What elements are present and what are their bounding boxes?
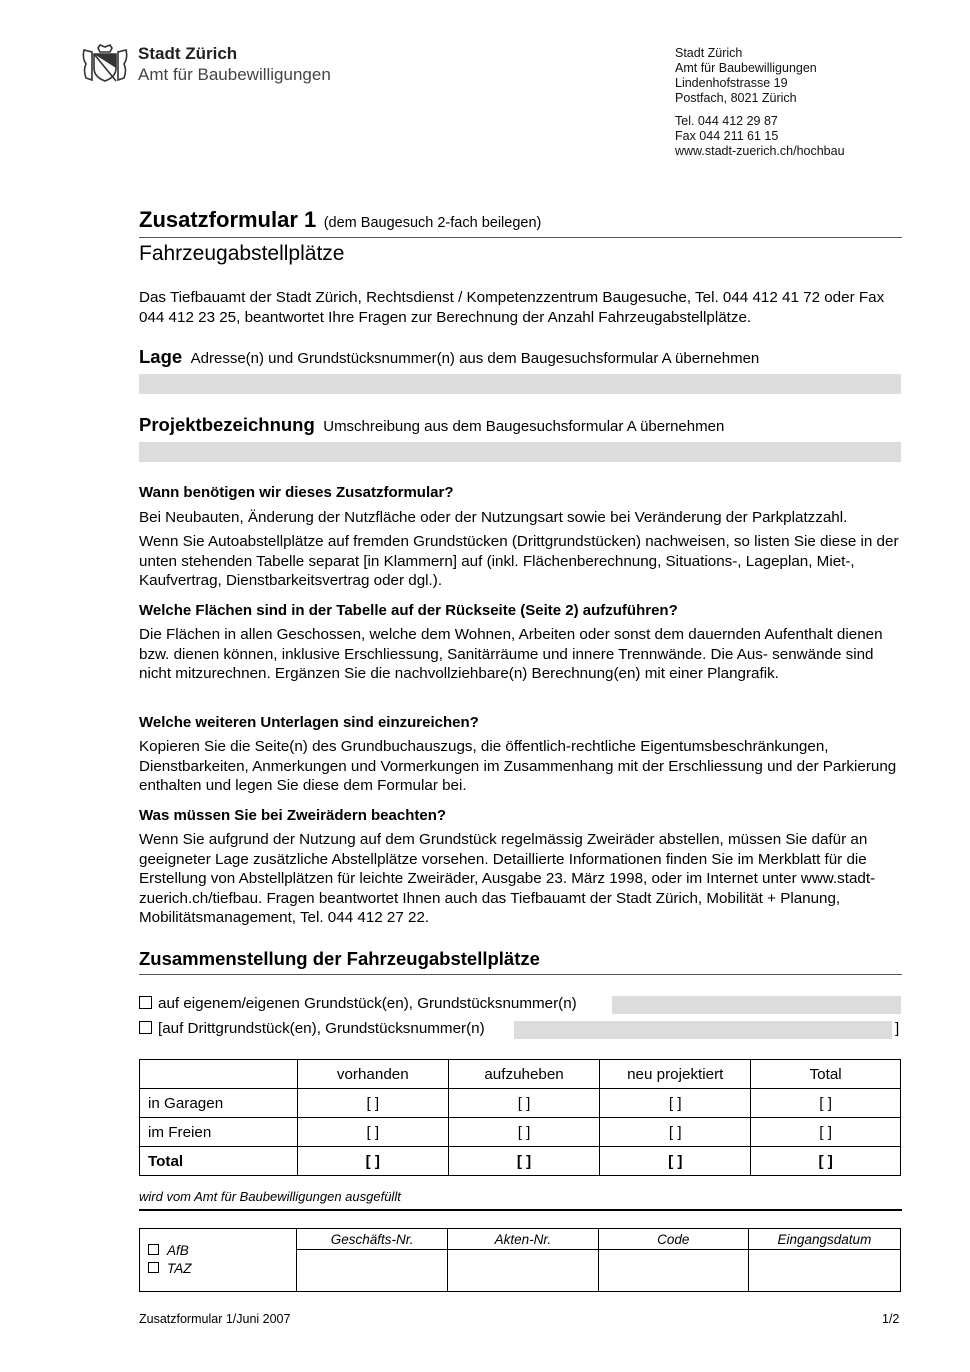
row-label: in Garagen <box>140 1089 298 1118</box>
org-subtitle: Amt für Baubewilligungen <box>138 65 331 84</box>
count-cell[interactable]: [ ] <box>751 1089 901 1118</box>
website-link[interactable]: www.stadt-zuerich.ch/hochbau <box>675 144 845 158</box>
column-header: neu projektiert <box>600 1060 751 1089</box>
projekt-label: Projektbezeichnung <box>139 414 315 435</box>
address-line: Stadt Zürich <box>675 46 743 60</box>
afb-option <box>148 1242 296 1260</box>
column-header: Code <box>598 1229 748 1250</box>
third-plot-label: [auf Drittgrundstück(en), Grundstücksnummer(n) <box>158 1020 485 1037</box>
total-cell[interactable]: [ ] <box>448 1147 599 1176</box>
third-plot-option <box>139 1020 485 1037</box>
row-label: Total <box>140 1147 298 1176</box>
own-plot-checkbox[interactable] <box>139 996 152 1009</box>
form-title-row <box>139 207 901 233</box>
code-field[interactable] <box>598 1250 748 1292</box>
office-header-row <box>140 1229 901 1250</box>
lage-input[interactable] <box>139 374 901 394</box>
column-header: aufzuheben <box>448 1060 599 1089</box>
zurich-coat-of-arms-icon <box>80 44 130 84</box>
parking-summary-table <box>139 1059 901 1176</box>
faq-answer: Die Flächen in allen Geschossen, welche dem Wohnen, Arbeiten oder sonst dem dauernden Aufenthalt dienen bzw. dienen können, inklusive Erschliessung, Sanitärräume und innere Trennwände. Die Aus- senwände sind nicht mitzurechnen. Ergänzen Sie die nachvollziehbare(n) Berechnung(en) mit einer Plangrafik. <box>139 626 883 683</box>
taz-checkbox[interactable] <box>148 1262 159 1273</box>
table-row <box>140 1118 901 1147</box>
third-plot-number-input[interactable] <box>514 1021 892 1039</box>
table-row <box>140 1089 901 1118</box>
count-cell[interactable]: [ ] <box>600 1118 751 1147</box>
faq-answer: Bei Neubauten, Änderung der Nutzfläche oder der Nutzungsart sowie bei Veränderung der Parkplatzzahl. <box>139 509 848 526</box>
address-block <box>675 46 845 159</box>
summary-title: Zusammenstellung der Fahrzeugabstellplätze <box>139 948 540 969</box>
geschaefts-nr-field[interactable] <box>296 1250 447 1292</box>
faq-answer: Wenn Sie aufgrund der Nutzung auf dem Grundstück regelmässig Zweiräder abstellen, müssen Sie dafür an geeigneter Lage zusätzliche Abstellplätze vorsehen. Detaillierte Informationen finden Sie im Merkblatt für die Erstellung von Abstellplätzen für leichte Zweiräder, Ausgabe 23. März 1998, oder im Internet unter www.stadt-zuerich.ch/tiefbau. Fragen beantwortet Ihnen auch das Tiefbauamt der Stadt Zürich, Mobilität + Planung, Mobilitätsmanagement, Tel. 044 412 27 22. <box>139 831 876 927</box>
table-header-row <box>140 1060 901 1089</box>
faq-answer: Wenn Sie Autoabstellplätze auf fremden Grundstücken (Drittgrundstücken) nachweisen, so listen Sie diese in der unten stehenden Tabelle separat [in Klammern] auf (inkl. Flächenberechnung, Situations-, Lageplan, Miet-, Kaufvertrag, Dienstbarkeitsvertrag oder dgl.). <box>139 533 899 590</box>
form-subtitle: Fahrzeugabstellplätze <box>139 242 345 265</box>
office-options <box>140 1229 297 1292</box>
column-header: vorhanden <box>297 1060 448 1089</box>
intro-text: Das Tiefbauamt der Stadt Zürich, Rechtsdienst / Kompetenzzentrum Baugesuche, Tel. 044 412 41 72 oder Fax 044 412 23 25, beantwortet Ihre Fragen zur Berechnung der Anzahl Fahrzeugabstellplätze. <box>139 289 885 326</box>
own-plot-label: auf eigenem/eigenen Grundstück(en), Grundstücksnummer(n) <box>158 995 577 1012</box>
count-cell[interactable]: [ ] <box>297 1118 448 1147</box>
projekt-input[interactable] <box>139 442 901 462</box>
count-cell[interactable]: [ ] <box>600 1089 751 1118</box>
projekt-hint: Umschreibung aus dem Baugesuchsformular A übernehmen <box>323 418 725 435</box>
eingangsdatum-field[interactable] <box>748 1250 900 1292</box>
faq-question: Wann benötigen wir dieses Zusatzformular? <box>139 484 454 501</box>
taz-label: TAZ <box>167 1261 192 1276</box>
total-cell[interactable]: [ ] <box>297 1147 448 1176</box>
phone: Tel. 044 412 29 87 <box>675 114 778 128</box>
faq-question: Welche weiteren Unterlagen sind einzureichen? <box>139 714 479 731</box>
count-cell[interactable]: [ ] <box>448 1089 599 1118</box>
count-cell[interactable]: [ ] <box>751 1118 901 1147</box>
title-divider <box>139 237 902 238</box>
total-cell[interactable]: [ ] <box>600 1147 751 1176</box>
afb-label: AfB <box>167 1243 189 1258</box>
afb-checkbox[interactable] <box>148 1244 159 1255</box>
address-line: Postfach, 8021 Zürich <box>675 91 797 105</box>
taz-option <box>148 1260 296 1278</box>
faq-answer: Kopieren Sie die Seite(n) des Grundbuchauszugs, die öffentlich-rechtliche Eigentumsbeschränkungen, Dienstbarkeiten, Anmerkungen und Vormerkungen im Zusammenhang mit der Erschliessung und der Parkierung enthalten und legen Sie diese dem Formular bei. <box>139 738 897 795</box>
column-header: Eingangsdatum <box>748 1229 900 1250</box>
column-header: Akten-Nr. <box>448 1229 598 1250</box>
form-title-note: (dem Baugesuch 2-fach beilegen) <box>323 215 542 231</box>
count-cell[interactable]: [ ] <box>448 1118 599 1147</box>
lage-label: Lage <box>139 346 183 367</box>
office-note: wird vom Amt für Baubewilligungen ausgefüllt <box>139 1189 401 1204</box>
third-plot-checkbox[interactable] <box>139 1021 152 1034</box>
lage-heading <box>139 346 759 368</box>
address-line: Amt für Baubewilligungen <box>675 61 817 75</box>
third-plot-closing-bracket: ] <box>895 1020 900 1037</box>
row-label: im Freien <box>140 1118 298 1147</box>
own-plot-option <box>139 995 577 1012</box>
projekt-heading <box>139 414 724 436</box>
total-cell[interactable]: [ ] <box>751 1147 901 1176</box>
form-title: Zusatzformular 1 <box>139 207 317 232</box>
fax: Fax 044 211 61 15 <box>675 129 779 143</box>
office-use-table <box>139 1228 901 1292</box>
count-cell[interactable]: [ ] <box>297 1089 448 1118</box>
org-title: Stadt Zürich <box>138 44 238 63</box>
summary-divider <box>139 974 902 975</box>
address-line: Lindenhofstrasse 19 <box>675 76 788 90</box>
own-plot-number-input[interactable] <box>612 996 901 1014</box>
faq-question: Was müssen Sie bei Zweirädern beachten? <box>139 807 447 824</box>
faq-question: Welche Flächen sind in der Tabelle auf der Rückseite (Seite 2) aufzuführen? <box>139 602 678 619</box>
column-header: Geschäfts-Nr. <box>296 1229 447 1250</box>
footer-form-id: Zusatzformular 1/Juni 2007 <box>139 1312 291 1326</box>
table-total-row <box>140 1147 901 1176</box>
table-corner <box>140 1060 298 1089</box>
footer-page-number: 1/2 <box>882 1312 900 1326</box>
column-header: Total <box>751 1060 901 1089</box>
lage-hint: Adresse(n) und Grundstücksnummer(n) aus dem Baugesuchsformular A übernehmen <box>190 350 760 367</box>
office-divider <box>139 1209 902 1211</box>
akten-nr-field[interactable] <box>448 1250 598 1292</box>
